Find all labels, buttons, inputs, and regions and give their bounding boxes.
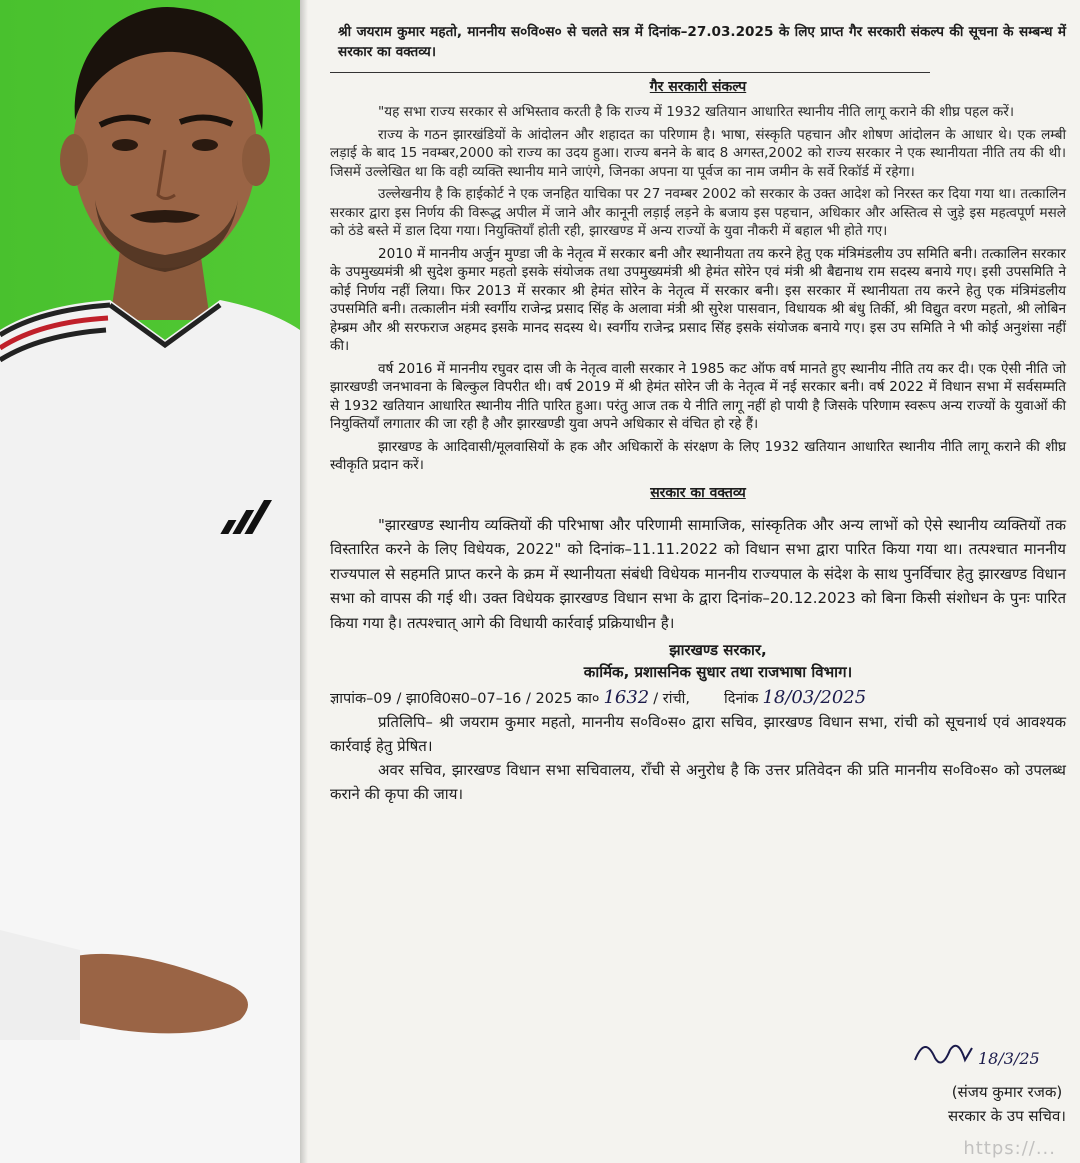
reference-number: 1632 [603, 687, 650, 708]
watermark: https://... [963, 1138, 1056, 1159]
copy-to-paragraph: प्रतिलिपि– श्री जयराम कुमार महतो, माननीय स०वि०स० द्वारा सचिव, झारखण्ड विधान सभा, रांची को सूचनार्थ एवं आवश्यक कार्रवाई हेतु प्रेषित। [330, 713, 1066, 755]
copy-request-paragraph: अवर सचिव, झारखण्ड विधान सभा सचिवालय, रॉंची से अनुरोध है कि उत्तर प्रतिवेदन की प्रति माननीय स०वि०स० को उपलब्ध कराने की कृपा की जाय। [330, 761, 1066, 803]
reference-date-label: दिनांक [724, 691, 759, 707]
reference-date: 18/03/2025 [762, 687, 867, 708]
portrait-illustration [0, 0, 300, 1163]
page-edge-shadow [300, 0, 308, 1163]
resolution-paragraph: 2010 में माननीय अर्जुन मुण्डा जी के नेतृत्व में सरकार बनी और स्थानीयता तय करने हेतु एक मंत्रिमंडलीय उप समिति बनी। तत्कालिन सरकार के उपमुख्यमंत्री श्री सुदेश कुमार महतो इसके संयोजक तथा उपमुख्यमंत्री श्री हेमंत सोरेन एवं मंत्री श्री बैद्यनाथ राम सदस्य बनाये गए। इसी उपसमिति ने कोई निर्णय नहीं लिया। फिर 2013 में सरकार श्री हेमंत सोरेन के नेतृत्व में सरकार बनी। इस सरकार में स्थानीयता तय करने हेतु एक मंत्रिमंडलीय उपसमिति बनी। तत्कालीन मंत्री स्वर्गीय राजेन्द्र प्रसाद सिंह के अलावा मंत्री श्री सुरेश पासवान, विधायक श्री बंधु तिर्की, श्री विद्युत वरण महतो, श्री लोबिन हेम्ब्रम और श्री सरफराज अहमद इसके मानद सदस्य थे। स्वर्गीय राजेन्द्र प्रसाद सिंह इसके संयोजक बनाये गए। इस उप समिति ने भी कोई अनुशंसा नहीं की। [330, 245, 1066, 354]
signature-date: 18/3/25 [978, 1049, 1040, 1068]
letter-subject: श्री जयराम कुमार महतो, माननीय स०वि०स० से चलते सत्र में दिनांक–27.03.2025 के लिए प्राप्त गैर सरकारी संकल्प की सूचना के सम्बन्ध में सरकार का वक्तव्य। [338, 24, 1066, 60]
resolution-paragraph: राज्य के गठन झारखंडियों के आंदोलन और शहादत का परिणाम है। भाषा, संस्कृति पहचान और शोषण आंदोलन के आधार थे। एक लम्बी लड़ाई के बाद 15 नवम्बर,2000 को राज्य का उदय हुआ। राज्य बनने के बाद 8 अगस्त,2002 को राज्य सरकार ने एक स्थानीयता नीति तय की थी। जिसमें उल्लेखित था कि वही व्यक्ति स्थानीय माने जाएंगे, जिनका अपना या पूर्वज का नाम जमीन के सर्वे रिकॉर्ड में रहेगा। [330, 126, 1066, 180]
reference-prefix: ज्ञापांक–09 / झा0वि0स0–07–16 / 2025 का० [330, 691, 600, 707]
issuer-block [370, 639, 1066, 683]
statement-paragraph: "झारखण्ड स्थानीय व्यक्तियों की परिभाषा और परिणामी सामाजिक, सांस्कृतिक और अन्य लाभों को ऐसे स्थानीय व्यक्तियों तक विस्तारित करने के लिए विधेयक, 2022" को दिनांक–11.11.2022 को विधान सभा द्वारा पारित किया गया था। तत्पश्चात माननीय राज्यपाल से सहमति प्राप्त करने के क्रम में स्थानीयता संबंधी विधेयक माननीय राज्यपाल के संदेश के साथ पुनर्विचार हेतु झारखण्ड विधान सभा को वापस की गई थी। उक्त विधेयक झारखण्ड विधान सभा के द्वारा दिनांक–20.12.2023 को बिना किसी संशोधन के पुनः पारित किया गया है। तत्पश्चात् आगे की विधायी कार्रवाई प्रक्रियाधीन है। [330, 515, 1066, 632]
resolution-paragraph: झारखण्ड के आदिवासी/मूलवासियों के हक और अधिकारों के संरक्षण के लिए 1932 खतियान आधारित स्थानीय नीति लागू कराने की शीघ्र स्वीकृति प्रदान करें। [330, 438, 1066, 473]
handwritten-signature [910, 1030, 1040, 1080]
person-photo [0, 0, 300, 1163]
divider [330, 72, 930, 73]
government-letter [300, 0, 1080, 1163]
signer-block [948, 1080, 1066, 1128]
issuer-department: कार्मिक, प्रशासनिक सुधार तथा राजभाषा विभाग। [583, 663, 853, 681]
resolution-paragraph: वर्ष 2016 में माननीय रघुवर दास जी के नेतृत्व वाली सरकार ने 1985 कट ऑफ वर्ष मानते हुए स्थानीय नीति तय कर दी। एक ऐसी नीति जो झारखण्डी जनभावना के बिल्कुल विपरीत थी। वर्ष 2019 में श्री हेमंत सोरेन जी के नेतृत्व में नई सरकार बनी। वर्ष 2022 में विधान सभा में सर्वसम्मति से 1932 खतियान आधारित स्थानीय नीति पारित हुआ। परंतु आज तक ये नीति लागू नहीं हो पायी है जिसके परिणाम स्वरूप अन्य राज्यों के युवाओं की नियुक्तियाँ लगातार की जा रही है और झारखण्डी युवा अपने अधिकार से वंचित हो रहे हैं। [330, 360, 1066, 432]
reference-place: / रांची, [653, 691, 691, 707]
signer-designation: सरकार के उप सचिव। [948, 1107, 1066, 1125]
resolution-paragraph: उल्लेखनीय है कि हाईकोर्ट ने एक जनहित याचिका पर 27 नवम्बर 2002 को सरकार के उक्त आदेश को निरस्त कर दिया गया था। तत्कालिन सरकार द्वारा इस निर्णय की विरूद्ध अपील में जाने और कानूनी लड़ाई लड़ने के बजाय इस पहचान, अधिकार और अस्तित्व से जुड़े इस महत्वपूर्ण मसले को ठंडे बस्ते में डाल दिया गया। नियुक्तियाँ होती रही, झारखण्ड में अन्य राज्यों के युवा नौकरी में बहाल भी होते गए। [330, 186, 1066, 239]
statement-title: सरकार का वक्तव्य [650, 484, 746, 501]
signer-name: (संजय कुमार रजक) [951, 1083, 1063, 1101]
resolution-paragraph: "यह सभा राज्य सरकार से अभिस्ताव करती है कि राज्य में 1932 खतियान आधारित स्थानीय नीति लागू कराने की शीघ्र पहल करें। [378, 104, 1015, 120]
resolution-title: गैर सरकारी संकल्प [649, 79, 747, 95]
issuer-govt: झारखण्ड सरकार, [669, 641, 767, 659]
reference-line [330, 687, 1066, 710]
